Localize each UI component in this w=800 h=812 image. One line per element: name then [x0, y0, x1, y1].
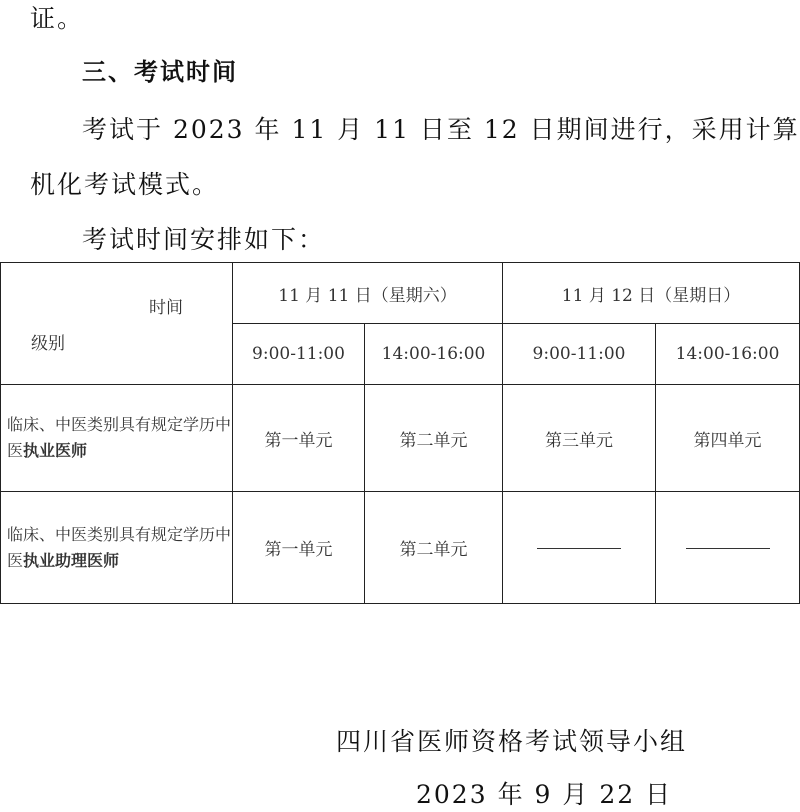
unit-cell: 第三单元	[503, 385, 656, 492]
day-header: 11 月 11 日（星期六）	[233, 263, 503, 324]
empty-cell	[656, 492, 800, 604]
level-text-bold: 执业医师	[23, 441, 88, 460]
level-cell	[1, 385, 233, 492]
level-text: 临床、中医类别具有规定学历中医	[7, 524, 232, 570]
unit-cell: 第二单元	[365, 492, 503, 604]
paragraph-line: 机化考试模式。	[30, 170, 220, 199]
level-cell	[1, 492, 233, 604]
level-text-bold: 执业助理医师	[23, 550, 120, 570]
dash-mark	[537, 548, 621, 549]
time-slot-header: 14:00-16:00	[656, 324, 800, 385]
time-slot-header: 9:00-11:00	[233, 324, 365, 385]
table-corner-cell	[1, 263, 233, 385]
unit-cell: 第一单元	[233, 385, 365, 492]
unit-cell: 第二单元	[365, 385, 503, 492]
table-row	[1, 385, 800, 492]
signature-date: 2023 年 9 月 22 日	[416, 780, 673, 809]
dash-mark	[686, 548, 770, 549]
paragraph-fragment: 证。	[30, 4, 85, 33]
corner-time-label: 时间	[149, 298, 183, 318]
paragraph-line: 考试于 2023 年 11 月 11 日至 12 日期间进行，采用计算	[82, 115, 800, 144]
paragraph-line: 考试时间安排如下：	[82, 225, 326, 254]
day-header: 11 月 12 日（星期日）	[503, 263, 800, 324]
unit-cell: 第四单元	[656, 385, 800, 492]
level-text: 临床、中医类别具有规定学历中医	[7, 415, 232, 460]
time-slot-header: 14:00-16:00	[365, 324, 503, 385]
empty-cell	[503, 492, 656, 604]
exam-schedule-table	[0, 262, 800, 604]
corner-level-label: 级别	[31, 334, 65, 354]
time-slot-header: 9:00-11:00	[503, 324, 656, 385]
section-heading: 三、考试时间	[82, 58, 238, 86]
table-row	[1, 492, 800, 604]
unit-cell: 第一单元	[233, 492, 365, 604]
signature-organization: 四川省医师资格考试领导小组	[336, 727, 688, 756]
